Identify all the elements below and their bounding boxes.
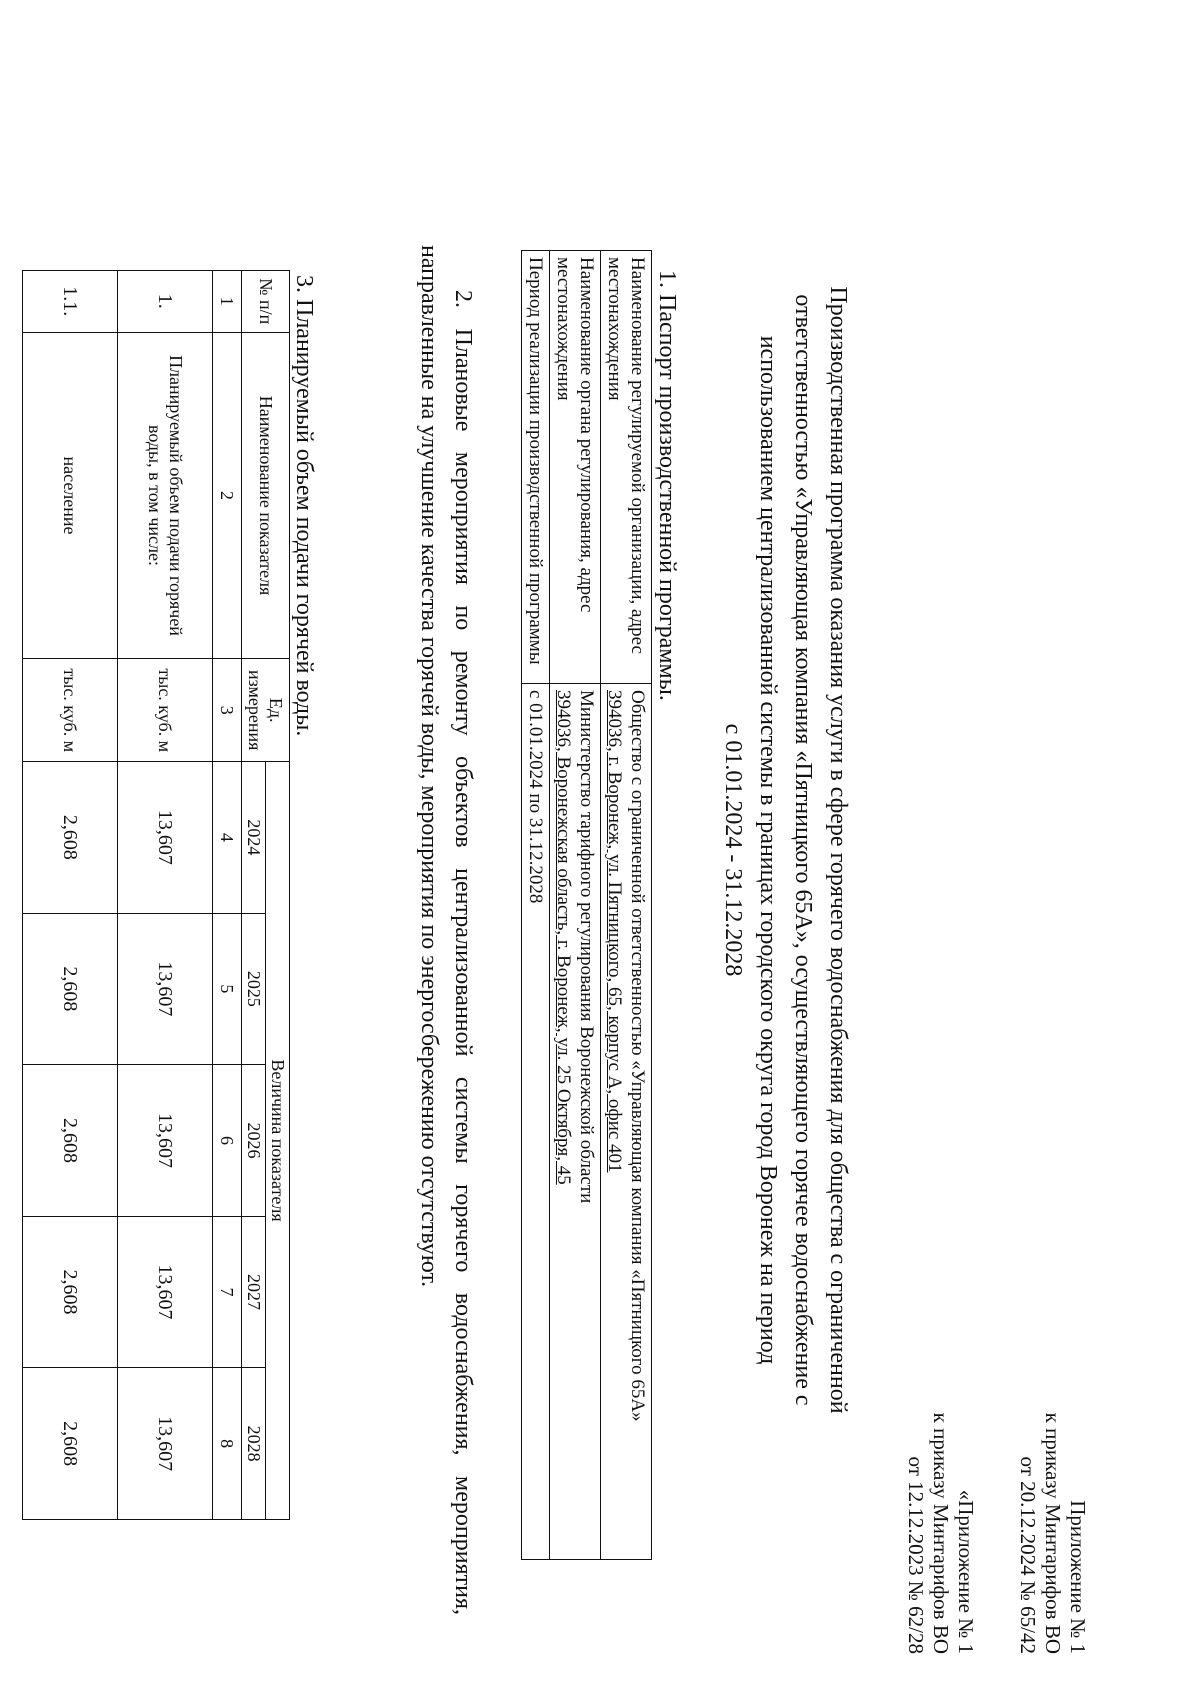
annex-line: «Приложение № 1 [954, 1489, 978, 1654]
hot-water-volume-table [22, 270, 290, 1520]
passport-table [521, 250, 652, 1560]
index-cell: 5 [213, 913, 242, 1065]
header-year: 2026 [242, 1065, 266, 1217]
header-num: № п/п [242, 271, 290, 333]
index-cell: 2 [213, 332, 242, 659]
row-unit: тыс. куб. м [23, 659, 118, 762]
section3-heading: 3. Планируемый объем подачи горячей воды. [291, 275, 317, 737]
header-name: Наименование показателя [242, 332, 290, 659]
title-line: ответственностью «Управляющая компания «Пятницкого 65А», осуществляющего горячее водоснабжение с [790, 294, 816, 1406]
annex-previous-header [903, 1413, 978, 1654]
passport-label: Наименование органа регулирования, адрес местонахождения [550, 251, 601, 684]
row-value: 13,607 [118, 913, 213, 1065]
table-index-row [213, 271, 242, 1520]
row-name: население [23, 332, 118, 659]
table-row [522, 251, 550, 1560]
table-row [601, 251, 652, 1560]
row-value: 2,608 [23, 1065, 118, 1217]
header-year: 2025 [242, 913, 266, 1065]
passport-value [601, 684, 652, 1560]
row-value: 13,607 [118, 1065, 213, 1217]
header-year: 2028 [242, 1368, 266, 1520]
passport-value-line: Общество с ограниченной ответственностью «Управляющая компания «Пятницкого 65А» [627, 690, 648, 1422]
row-num: 1.1. [23, 271, 118, 333]
header-value-group: Величина показателя [266, 762, 290, 1520]
passport-value: с 01.01.2024 по 31.12.2028 [522, 684, 550, 1560]
index-cell: 4 [213, 762, 242, 914]
document-title [715, 215, 855, 1485]
index-cell: 8 [213, 1368, 242, 1520]
row-name: Планируемый объем подачи горячей воды, в том числе: [118, 332, 213, 659]
row-value: 2,608 [23, 913, 118, 1065]
section1-heading: 1. Паспорт производственной программы. [654, 270, 680, 701]
passport-value-line: Министерство тарифного регулирования Воронежской области [576, 690, 597, 1204]
annex-line: к приказу Минтарифов ВО [929, 1412, 953, 1654]
table-header-row [266, 271, 290, 1520]
row-value: 13,607 [118, 762, 213, 914]
table-row [550, 251, 601, 1560]
passport-value [550, 684, 601, 1560]
row-value: 13,607 [118, 1216, 213, 1368]
header-year: 2024 [242, 762, 266, 914]
table-row [118, 271, 213, 1520]
annex-line: Приложение № 1 [1066, 1500, 1090, 1654]
passport-label: Период реализации производственной программы [522, 251, 550, 684]
passport-label: Наименование регулируемой организации, адрес местонахождения [601, 251, 652, 684]
annex-header [1015, 1413, 1090, 1654]
annex-line: от 20.12.2024 № 65/42 [1016, 1456, 1040, 1654]
index-cell: 6 [213, 1065, 242, 1217]
title-line: использованием централизованной системы в границах городского округа город Воронеж на период [755, 335, 781, 1365]
row-value: 13,607 [118, 1368, 213, 1520]
passport-value-line: 394036, г. Воронеж, ул. Пятницкого, 65, корпус А, офис 401 [604, 690, 625, 1173]
passport-value-line: 394036, Воронежская область, г. Воронеж, ул. 25 Октября, 45 [553, 690, 574, 1185]
row-value: 2,608 [23, 1368, 118, 1520]
index-cell: 3 [213, 659, 242, 762]
annex-line: к приказу Минтарифов ВО [1041, 1412, 1065, 1654]
annex-line: от 12.12.2023 № 62/28 [904, 1456, 928, 1654]
title-line: с 01.01.2024 - 31.12.2028 [720, 723, 746, 977]
row-value: 2,608 [23, 762, 118, 914]
index-cell: 7 [213, 1216, 242, 1368]
header-unit: Ед. измерения [242, 659, 290, 762]
title-line: Производственная программа оказания услуги в сфере горячего водоснабжения для общества с ограниченной [825, 286, 851, 1414]
section2-text: 2. Плановые мероприятия по ремонту объектов централизованной системы горячего водоснабжения, мероприятия, направленные на улучшение качества горячей воды, мероприятия по энергосбережению отсутствуют. [416, 245, 476, 1615]
row-value: 2,608 [23, 1216, 118, 1368]
table-row [23, 271, 118, 1520]
header-year: 2027 [242, 1216, 266, 1368]
row-num: 1. [118, 271, 213, 333]
index-cell: 1 [213, 271, 242, 333]
row-unit: тыс. куб. м [118, 659, 213, 762]
